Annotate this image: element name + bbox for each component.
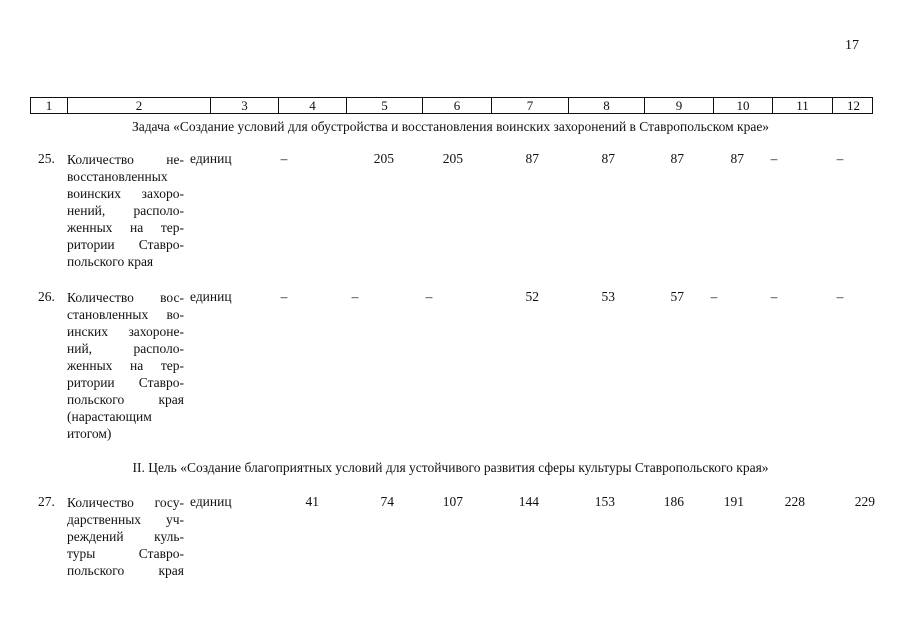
value-cell: –	[351, 289, 359, 304]
value-cell: 229	[854, 494, 875, 509]
value-cell: 57	[670, 289, 684, 304]
task-heading: Задача «Создание условий для обустройства и восстановления воинских захоронений в Ставропольском крае»	[131, 119, 770, 134]
row-unit: единиц	[190, 494, 232, 509]
header-col-7: 7	[492, 98, 569, 113]
row-indicator-name	[67, 494, 184, 579]
value-cell: 205	[442, 151, 463, 166]
name-line: дарственных уч-	[67, 512, 184, 527]
name-line: польского края	[67, 254, 154, 269]
name-line: восстановленных	[67, 169, 168, 184]
value-cell: 107	[442, 494, 463, 509]
header-col-6: 6	[423, 98, 492, 113]
value-cell: 52	[525, 289, 539, 304]
row-unit: единиц	[190, 151, 232, 166]
name-line: туры Ставро-	[67, 546, 184, 561]
header-col-3: 3	[211, 98, 279, 113]
row-number: 27.	[38, 494, 55, 509]
header-col-8: 8	[569, 98, 645, 113]
name-line: итогом)	[67, 426, 112, 441]
value-cell: –	[425, 289, 433, 304]
header-col-2: 2	[68, 98, 211, 113]
value-cell: 41	[305, 494, 319, 509]
value-cell: –	[836, 289, 844, 304]
value-cell: 87	[525, 151, 539, 166]
value-cell: –	[770, 289, 778, 304]
name-line: Количество вос-	[67, 290, 184, 305]
name-line: Количество госу-	[67, 495, 184, 510]
header-col-10: 10	[714, 98, 773, 113]
name-line: женных на тер-	[67, 358, 184, 373]
header-col-4: 4	[279, 98, 347, 113]
value-cell: 87	[730, 151, 744, 166]
goal-heading: II. Цель «Создание благоприятных условий для устойчивого развития сферы культуры Ставропольского края»	[132, 460, 769, 475]
value-cell: 87	[670, 151, 684, 166]
value-cell: –	[770, 151, 778, 166]
name-line: ритории Ставро-	[67, 375, 184, 390]
name-line: ний, располо-	[67, 341, 184, 356]
value-cell: 74	[380, 494, 394, 509]
value-cell: –	[280, 289, 288, 304]
value-cell: 205	[373, 151, 394, 166]
value-cell: –	[280, 151, 288, 166]
name-line: воинских захоро-	[67, 186, 184, 201]
value-cell: 153	[594, 494, 615, 509]
header-col-12: 12	[847, 98, 860, 113]
value-cell: 228	[784, 494, 805, 509]
name-line: становленных во-	[67, 307, 184, 322]
header-col-1: 1	[31, 98, 68, 113]
header-col-9: 9	[645, 98, 714, 113]
row-number: 25.	[38, 151, 55, 166]
value-cell: 144	[518, 494, 539, 509]
table-header	[30, 97, 873, 114]
row-number: 26.	[38, 289, 55, 304]
name-line: инских захороне-	[67, 324, 184, 339]
row-unit: единиц	[190, 289, 232, 304]
header-col-5: 5	[347, 98, 423, 113]
value-cell: 87	[601, 151, 615, 166]
page-number: 17	[845, 38, 859, 53]
name-line: польского края	[67, 392, 184, 407]
value-cell: 186	[663, 494, 684, 509]
name-line: нений, располо-	[67, 203, 184, 218]
value-cell: –	[710, 289, 718, 304]
name-line: реждений куль-	[67, 529, 184, 544]
name-line: Количество не-	[67, 152, 184, 167]
name-line: польского края	[67, 563, 184, 578]
value-cell: 191	[723, 494, 744, 509]
header-col-11: 11	[773, 98, 833, 113]
name-line: (нарастающим	[67, 409, 152, 424]
value-cell: 53	[601, 289, 615, 304]
name-line: женных на тер-	[67, 220, 184, 235]
value-cell: –	[836, 151, 844, 166]
row-indicator-name	[67, 151, 184, 270]
row-indicator-name	[67, 289, 184, 442]
name-line: ритории Ставро-	[67, 237, 184, 252]
